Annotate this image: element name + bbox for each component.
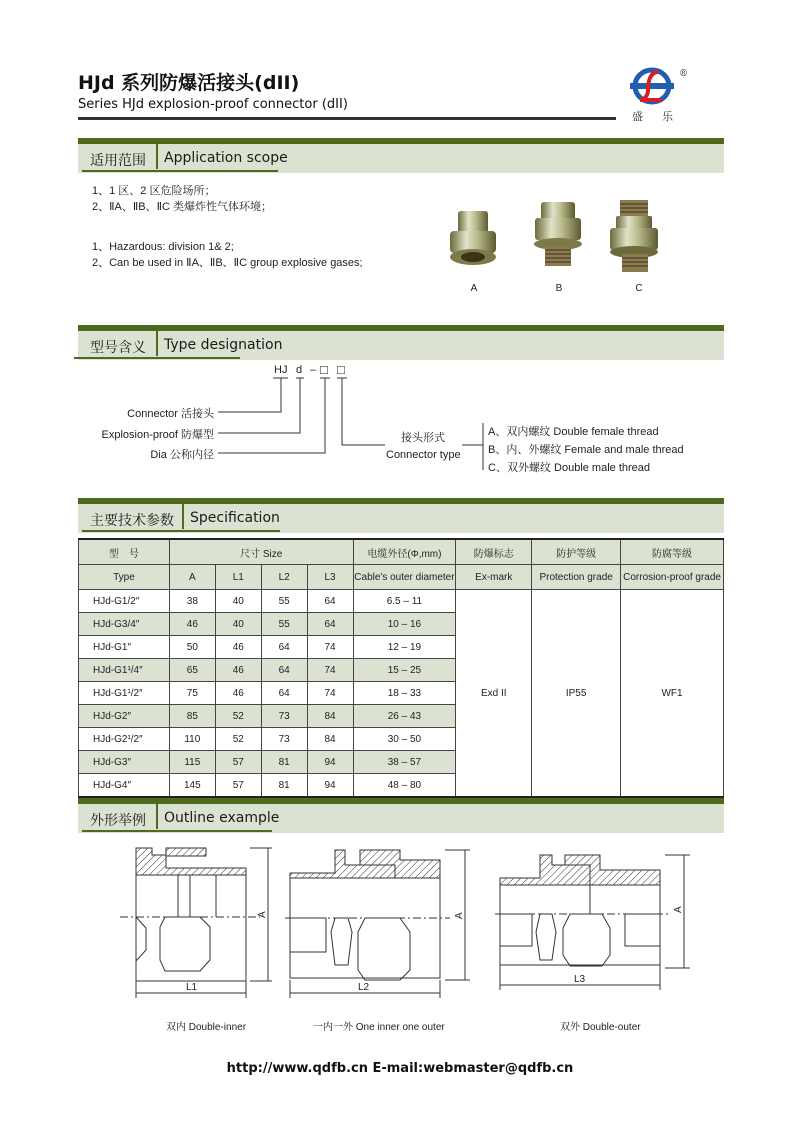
cell-type: HJd-G1¹/2″ xyxy=(79,682,170,705)
cell-a: 145 xyxy=(169,774,215,798)
connector-type-c: C、双外螺纹 Double male thread xyxy=(488,462,651,474)
section-header-specification xyxy=(78,498,724,533)
code-d: d xyxy=(296,364,303,376)
cell-l1: 57 xyxy=(215,751,261,774)
section-divider xyxy=(156,804,158,829)
photo-label-c: C xyxy=(635,283,643,294)
cell-cable: 15 – 25 xyxy=(353,659,456,682)
code-box-dia: □ xyxy=(320,362,328,377)
cell-protection: IP55 xyxy=(532,590,621,798)
section-title-en: Specification xyxy=(190,510,280,526)
cell-a: 65 xyxy=(169,659,215,682)
outline-caption-double-outer: 双外 Double-outer xyxy=(560,1022,641,1033)
application-zh-line-1: 1、1 区、2 区危险场所； xyxy=(92,185,216,197)
cell-a: 85 xyxy=(169,705,215,728)
cell-type: HJd-G2¹/2″ xyxy=(79,728,170,751)
cell-l2: 81 xyxy=(261,751,307,774)
cell-l1: 40 xyxy=(215,590,261,613)
application-en-line-2: 2、Can be used in ⅡA、ⅡB、ⅡC group explosive gases; xyxy=(92,257,363,269)
cell-l1: 57 xyxy=(215,774,261,798)
header-corrosion-en: Corrosion-proof grade xyxy=(621,565,724,590)
designation-label-explosion-proof: Explosion-proof 防爆型 xyxy=(101,429,214,441)
cell-l2: 64 xyxy=(261,682,307,705)
section-title-zh: 外形举例 xyxy=(90,813,146,829)
section-title-en: Outline example xyxy=(164,810,280,826)
cell-type: HJd-G1/2″ xyxy=(79,590,170,613)
table-header-row-zh xyxy=(79,539,724,565)
cell-l3: 64 xyxy=(307,590,353,613)
registered-mark: ® xyxy=(679,69,688,79)
cell-l1: 52 xyxy=(215,705,261,728)
cell-l1: 40 xyxy=(215,613,261,636)
cell-type: HJd-G1¹/4″ xyxy=(79,659,170,682)
designation-label-dia: Dia 公称内径 xyxy=(150,449,214,461)
cell-type: HJd-G3″ xyxy=(79,751,170,774)
cell-l2: 81 xyxy=(261,774,307,798)
cell-l1: 46 xyxy=(215,636,261,659)
cell-a: 46 xyxy=(169,613,215,636)
outline-drawing-double-outer xyxy=(495,855,690,990)
cell-cable: 26 – 43 xyxy=(353,705,456,728)
designation-leader-lines xyxy=(0,0,800,500)
dim-a-1: A xyxy=(257,911,268,918)
section-divider xyxy=(182,504,184,529)
cell-l2: 55 xyxy=(261,613,307,636)
dim-l3: L3 xyxy=(574,974,586,985)
dim-l2: L2 xyxy=(358,982,370,993)
connector-type-en: Connector type xyxy=(386,449,461,461)
cell-a: 50 xyxy=(169,636,215,659)
cell-l3: 94 xyxy=(307,774,353,798)
designation-label-connector: Connector 活接头 xyxy=(127,408,214,420)
header-l1: L1 xyxy=(215,565,261,590)
cell-l3: 94 xyxy=(307,751,353,774)
header-exmark-zh: 防爆标志 xyxy=(456,539,532,565)
header-protection-en: Protection grade xyxy=(532,565,621,590)
section-title-zh: 型号含义 xyxy=(90,340,146,356)
specification-table xyxy=(78,538,724,798)
section-title-en: Application scope xyxy=(164,150,288,166)
cell-l3: 74 xyxy=(307,659,353,682)
cell-cable: 48 – 80 xyxy=(353,774,456,798)
header-cable-zh: 电缆外径(Φ,mm) xyxy=(353,539,456,565)
cell-l3: 74 xyxy=(307,636,353,659)
logo-char-2: 乐 xyxy=(662,110,673,123)
cell-a: 110 xyxy=(169,728,215,751)
section-title-zh: 主要技术参数 xyxy=(90,513,174,529)
section-title-en: Type designation xyxy=(164,337,283,353)
outline-caption-double-inner: 双内 Double-inner xyxy=(166,1022,247,1033)
cell-l3: 84 xyxy=(307,705,353,728)
cell-l1: 46 xyxy=(215,659,261,682)
cell-cable: 30 – 50 xyxy=(353,728,456,751)
code-hj: HJ xyxy=(274,364,288,376)
logo-char-1: 盛 xyxy=(632,110,643,123)
code-box-type: □ xyxy=(337,362,345,377)
outline-caption-one-inner-one-outer: 一内一外 One inner one outer xyxy=(313,1022,445,1033)
cell-a: 75 xyxy=(169,682,215,705)
outline-drawing-one-inner-one-outer xyxy=(285,850,470,998)
cell-type: HJd-G1″ xyxy=(79,636,170,659)
cell-type: HJd-G3/4″ xyxy=(79,613,170,636)
application-en-line-1: 1、Hazardous: division 1& 2; xyxy=(92,241,234,253)
cell-l3: 64 xyxy=(307,613,353,636)
outline-drawing-double-inner xyxy=(120,848,272,998)
connector-type-zh: 接头形式 xyxy=(401,432,445,444)
cell-cable: 38 – 57 xyxy=(353,751,456,774)
section-underline xyxy=(82,530,280,532)
cell-corrosion: WF1 xyxy=(621,590,724,798)
dim-a-2: A xyxy=(454,912,465,919)
header-protection-zh: 防护等级 xyxy=(532,539,621,565)
cell-exmark: Exd II xyxy=(456,590,532,798)
cell-cable: 12 – 19 xyxy=(353,636,456,659)
cell-l1: 46 xyxy=(215,682,261,705)
photo-label-b: B xyxy=(555,283,563,294)
header-size-zh: 尺寸 Size xyxy=(169,539,353,565)
header-corrosion-zh: 防腐等级 xyxy=(621,539,724,565)
section-header-outline xyxy=(78,798,724,833)
header-l3: L3 xyxy=(307,565,353,590)
header-type-zh: 型 号 xyxy=(79,539,170,565)
header-type-en: Type xyxy=(79,565,170,590)
header-cable-en: Cable's outer diameter xyxy=(353,565,456,590)
cell-l1: 52 xyxy=(215,728,261,751)
cell-l2: 55 xyxy=(261,590,307,613)
cell-l2: 73 xyxy=(261,705,307,728)
code-dash: – xyxy=(310,364,317,376)
application-zh-line-2: 2、ⅡA、ⅡB、ⅡC 类爆炸性气体环境； xyxy=(92,201,273,213)
page-title: HJd 系列防爆活接头(dII) xyxy=(78,72,300,94)
connector-type-b: B、内、外螺纹 Female and male thread xyxy=(488,444,684,456)
section-title-zh: 适用范围 xyxy=(90,153,146,169)
cell-type: HJd-G2″ xyxy=(79,705,170,728)
outline-drawings xyxy=(0,840,800,1020)
dim-a-3: A xyxy=(673,906,684,913)
dim-l1: L1 xyxy=(186,982,198,993)
footer-contact[interactable]: http://www.qdfb.cn E-mail:webmaster@qdfb.cn xyxy=(226,1061,574,1076)
header-a: A xyxy=(169,565,215,590)
cell-l3: 84 xyxy=(307,728,353,751)
photo-label-a: A xyxy=(470,283,478,294)
cell-a: 115 xyxy=(169,751,215,774)
cell-l2: 64 xyxy=(261,659,307,682)
cell-cable: 6.5 – 11 xyxy=(353,590,456,613)
header-exmark-en: Ex-mark xyxy=(456,565,532,590)
cell-cable: 10 – 16 xyxy=(353,613,456,636)
section-underline xyxy=(82,830,272,832)
cell-l2: 73 xyxy=(261,728,307,751)
connector-type-a: A、双内螺纹 Double female thread xyxy=(488,426,659,438)
cell-l2: 64 xyxy=(261,636,307,659)
cell-type: HJd-G4″ xyxy=(79,774,170,798)
cell-cable: 18 – 33 xyxy=(353,682,456,705)
header-l2: L2 xyxy=(261,565,307,590)
cell-a: 38 xyxy=(169,590,215,613)
table-row xyxy=(79,590,724,613)
cell-l3: 74 xyxy=(307,682,353,705)
table-header-row-en xyxy=(79,565,724,590)
page-subtitle: Series HJd explosion-proof connector (dII) xyxy=(78,97,348,112)
